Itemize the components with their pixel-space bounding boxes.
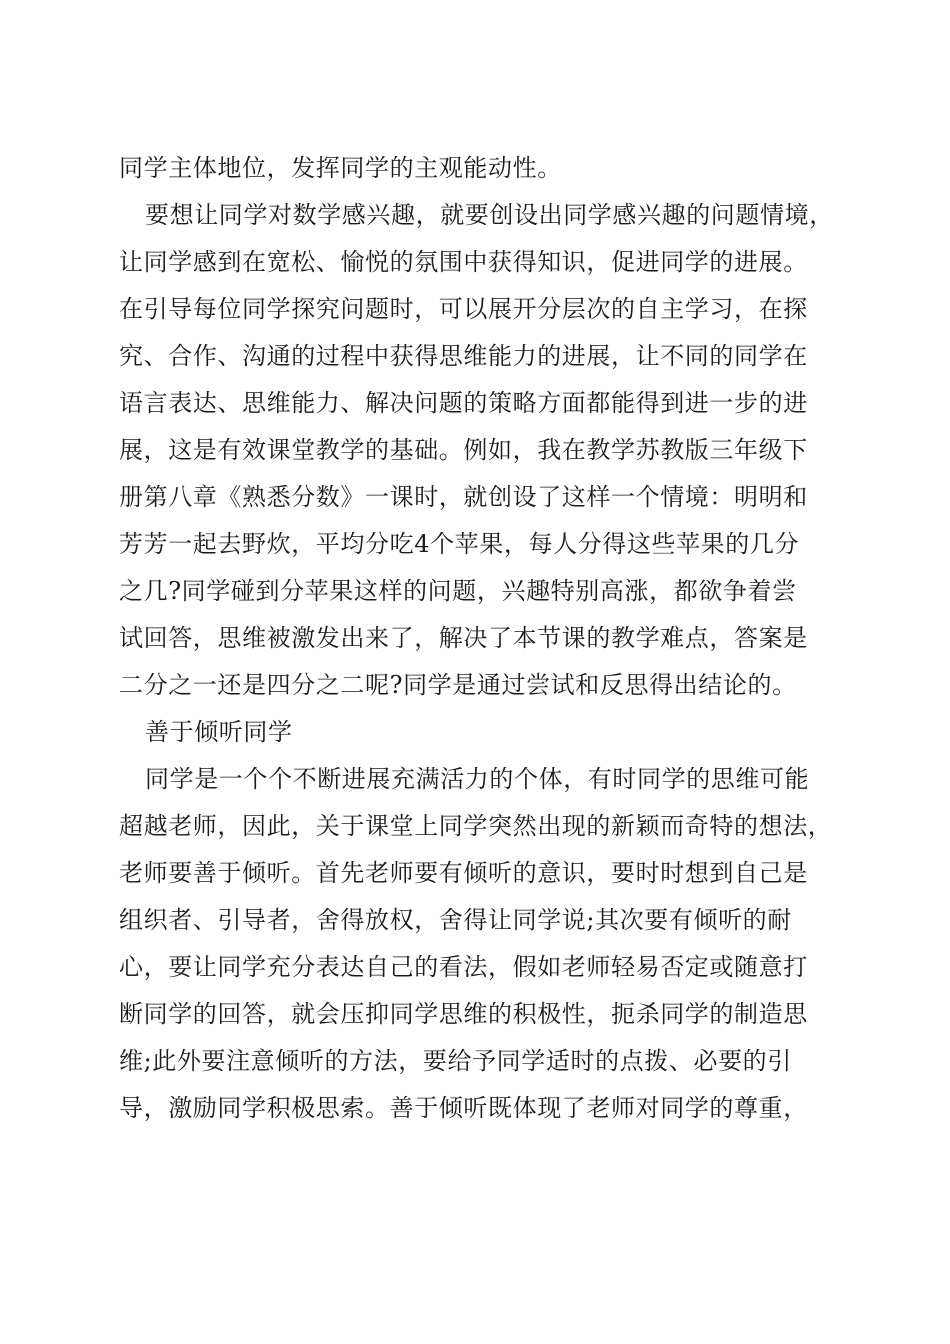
text-line: 超越老师，因此，关于课堂上同学突然出现的新颖而奇特的想法， — [119, 812, 833, 840]
text-line: 心，要让同学充分表达自己的看法，假如老师轻易否定或随意打 — [119, 953, 808, 981]
text-line: 试回答，思维被激发出来了，解决了本节课的教学难点，答案是 — [119, 624, 808, 652]
document-body — [119, 145, 859, 1132]
text-line: 册第八章《熟悉分数》一课时，就创设了这样一个情境：明明和 — [119, 483, 808, 511]
text-line: 二分之一还是四分之二呢?同学是通过尝试和反思得出结论的。 — [119, 671, 797, 699]
section-heading: 善于倾听同学 — [145, 718, 293, 746]
text-line: 断同学的回答，就会压抑同学思维的积极性，扼杀同学的制造思 — [119, 1000, 808, 1028]
text-line: 维;此外要注意倾听的方法，要给予同学适时的点拨、必要的引 — [119, 1047, 792, 1075]
text-line: 在引导每位同学探究问题时，可以展开分层次的自主学习，在探 — [119, 295, 808, 323]
text-line: 组织者、引导者，舍得放权，舍得让同学说;其次要有倾听的耐 — [119, 906, 792, 934]
paragraph-start-line: 要想让同学对数学感兴趣，就要创设出同学感兴趣的问题情境， — [145, 201, 834, 229]
paragraph-start-line: 同学是一个个不断进展充满活力的个体，有时同学的思维可能 — [145, 765, 810, 793]
text-line: 展，这是有效课堂教学的基础。例如，我在教学苏教版三年级下 — [119, 436, 808, 464]
text-line: 语言表达、思维能力、解决问题的策略方面都能得到进一步的进 — [119, 389, 808, 417]
text-line: 让同学感到在宽松、愉悦的氛围中获得知识，促进同学的进展。 — [119, 248, 808, 276]
text-line: 之几?同学碰到分苹果这样的问题，兴趣特别高涨，都欲争着尝 — [119, 577, 797, 605]
text-line: 究、合作、沟通的过程中获得思维能力的进展，让不同的同学在 — [119, 342, 808, 370]
text-line: 同学主体地位，发挥同学的主观能动性。 — [119, 154, 562, 182]
text-line: 老师要善于倾听。首先老师要有倾听的意识，要时时想到自己是 — [119, 859, 808, 887]
text-line: 芳芳一起去野炊，平均分吃4个苹果，每人分得这些苹果的几分 — [119, 530, 800, 558]
text-line: 导，激励同学积极思索。善于倾听既体现了老师对同学的尊重， — [119, 1094, 808, 1122]
